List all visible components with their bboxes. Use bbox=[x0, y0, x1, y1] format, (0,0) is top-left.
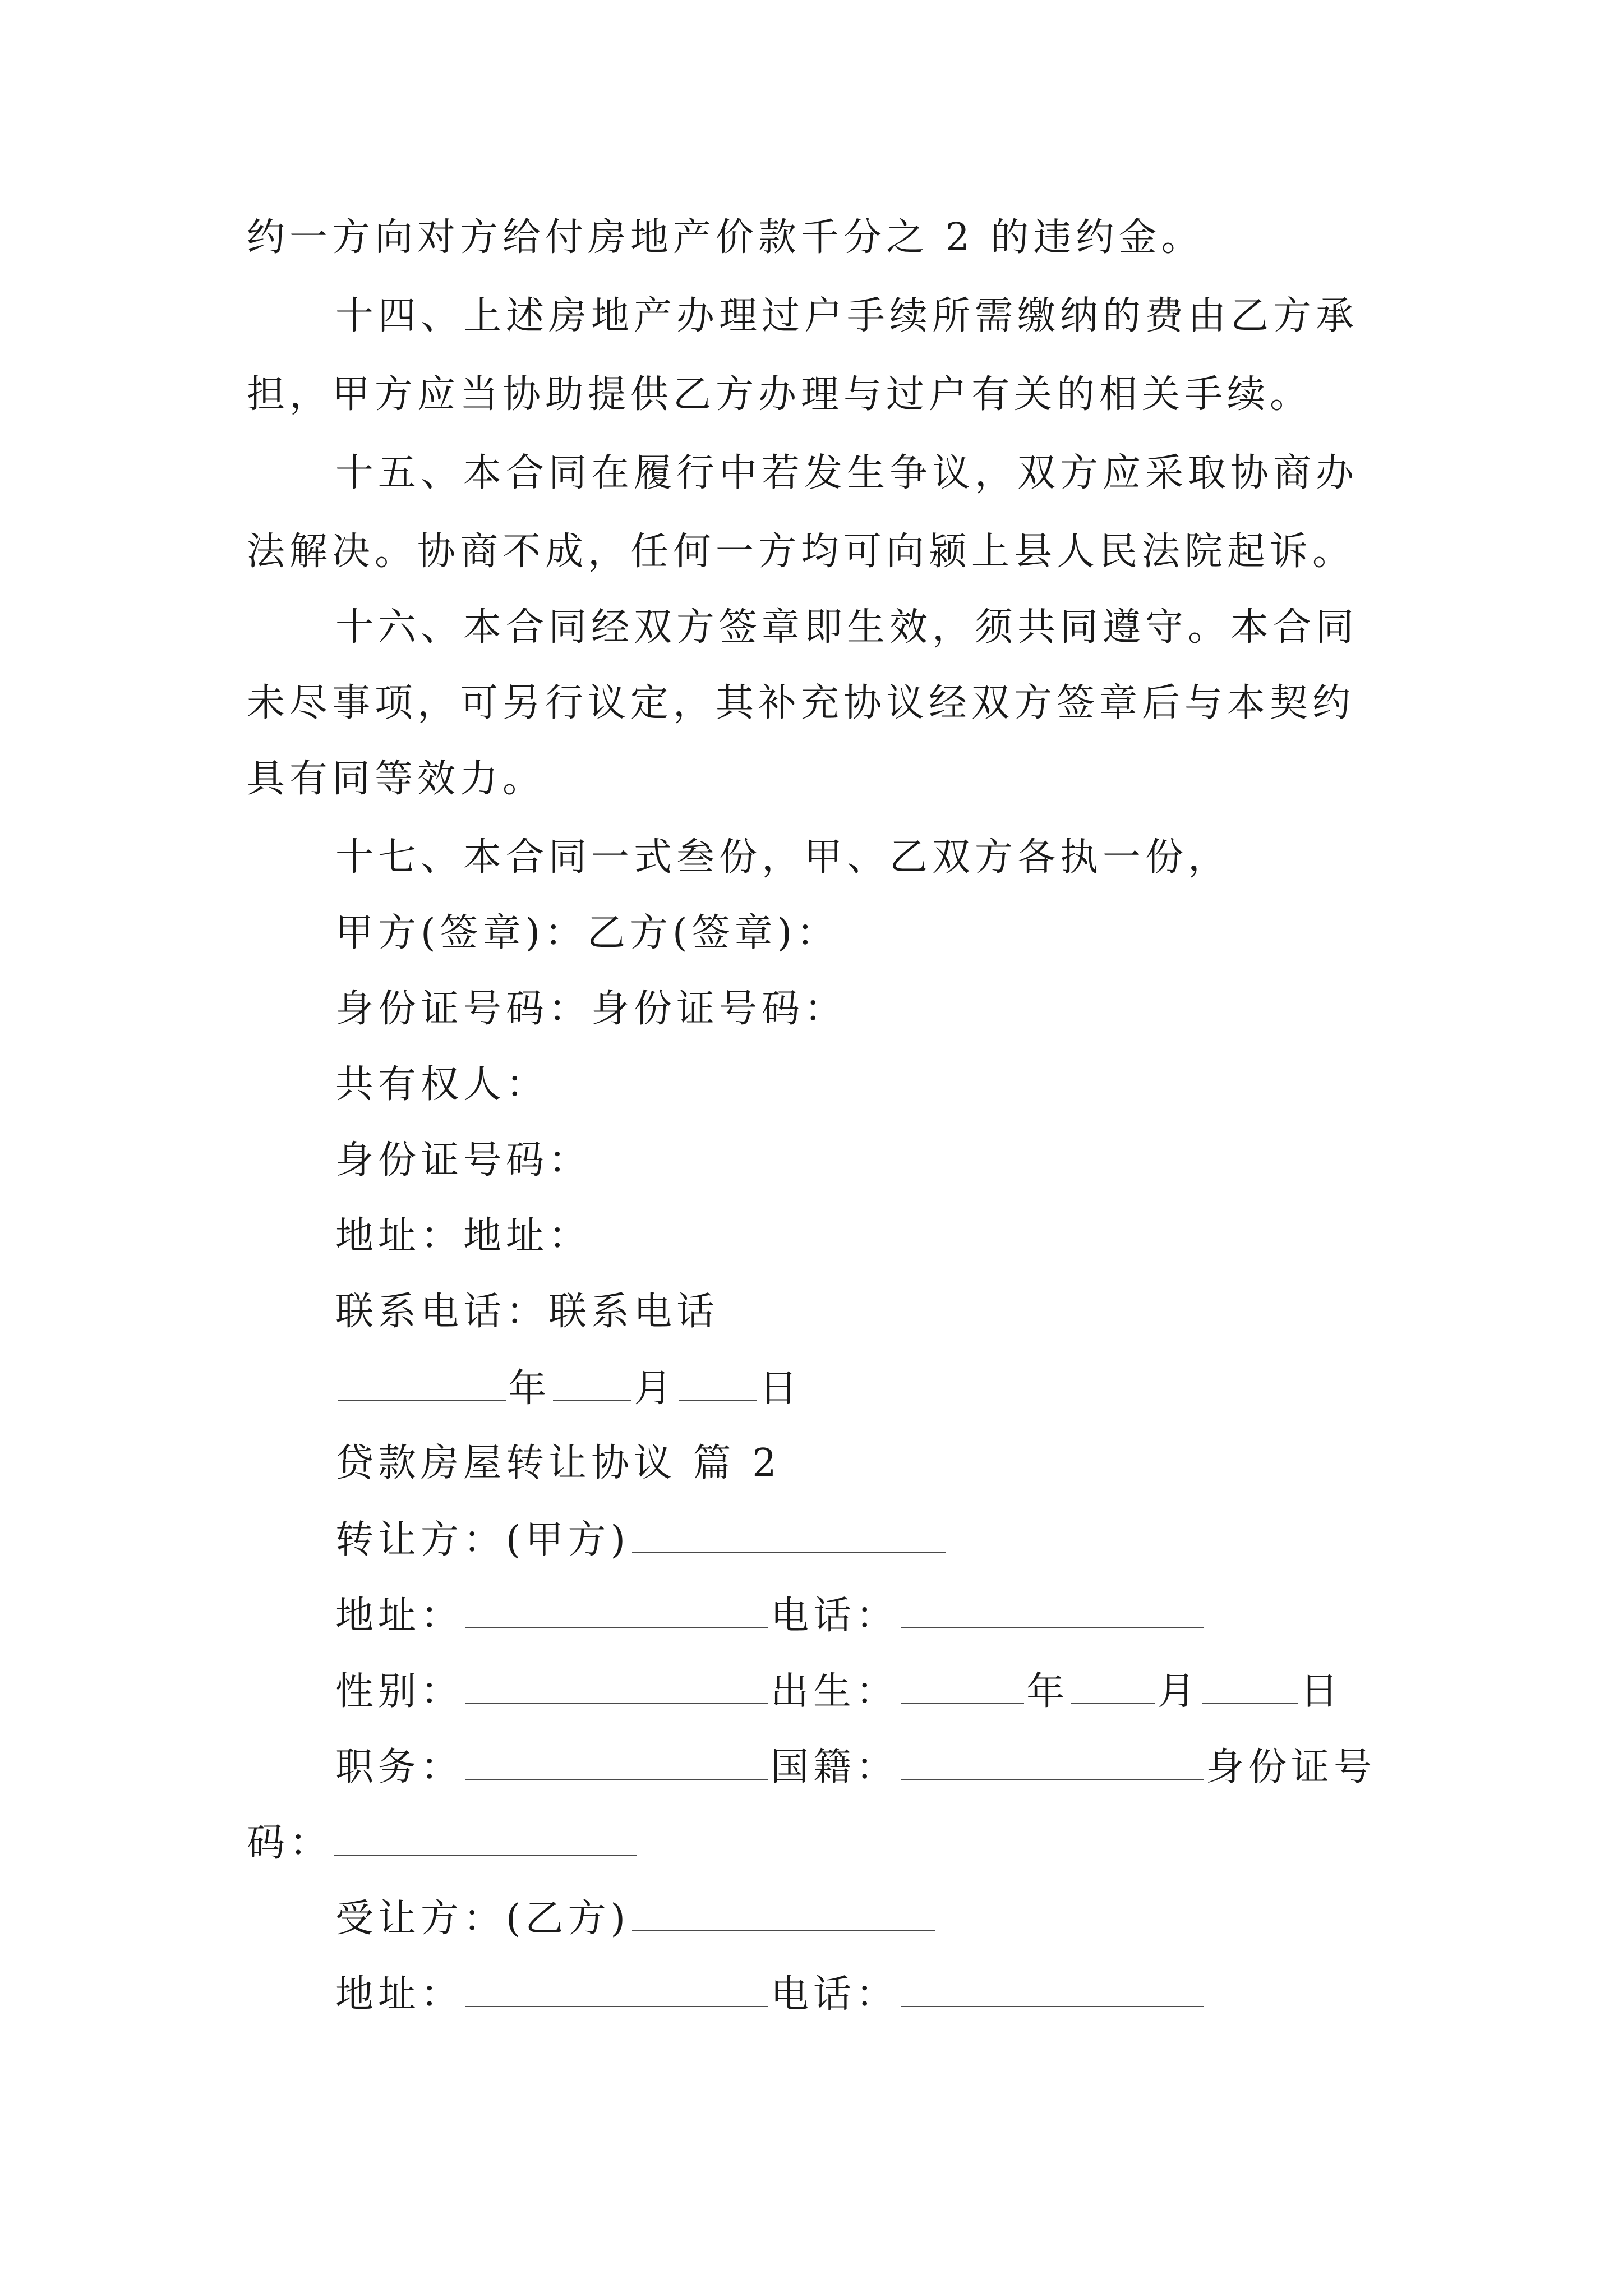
clause-17-line: 十七、本合同一式叁份，甲、乙双方各执一份， bbox=[335, 835, 1231, 880]
birth-day-label: 日 bbox=[1300, 1669, 1343, 1714]
transferee-address-line bbox=[335, 1972, 1206, 2017]
year-blank[interactable] bbox=[338, 1369, 506, 1401]
paragraph-line: 担，甲方应当协助提供乙方办理与过户有关的相关手续。 bbox=[247, 372, 1313, 417]
gender-label: 性别： bbox=[335, 1669, 464, 1714]
gender-blank[interactable] bbox=[465, 1672, 768, 1704]
id-number-label-end: 码： bbox=[247, 1821, 333, 1865]
transferor-blank[interactable] bbox=[632, 1520, 946, 1553]
address-line: 地址：地址： bbox=[335, 1214, 592, 1258]
transferor-line bbox=[335, 1518, 948, 1562]
phone-blank[interactable] bbox=[901, 1975, 1204, 2007]
paragraph-line: 未尽事项，可另行议定，其补充协议经双方签章后与本契约 bbox=[247, 681, 1355, 725]
signature-line: 甲方(签章)：乙方(签章)： bbox=[335, 911, 840, 955]
id-number-label: 身份证号 bbox=[1206, 1745, 1377, 1789]
nationality-label: 国籍： bbox=[771, 1745, 899, 1789]
position-blank[interactable] bbox=[465, 1747, 768, 1780]
birth-month-blank[interactable] bbox=[1071, 1672, 1155, 1704]
phone-blank[interactable] bbox=[901, 1596, 1204, 1628]
co-owner-id-line: 身份证号码： bbox=[335, 1138, 592, 1182]
section-title: 贷款房屋转让协议 篇 2 bbox=[335, 1441, 781, 1485]
paragraph-line: 法解决。协商不成，任何一方均可向颍上县人民法院起诉。 bbox=[247, 530, 1355, 574]
month-label: 月 bbox=[634, 1366, 677, 1411]
transferee-label: 受让方：(乙方) bbox=[335, 1897, 630, 1941]
clause-15-line: 十五、本合同在履行中若发生争议，双方应采取协商办 bbox=[335, 451, 1359, 495]
phone-label: 电话： bbox=[771, 1972, 899, 2017]
day-label: 日 bbox=[759, 1366, 803, 1411]
day-blank[interactable] bbox=[679, 1369, 757, 1401]
clause-14-line: 十四、上述房地产办理过户手续所需缴纳的费由乙方承 bbox=[335, 294, 1359, 338]
gender-birth-line bbox=[335, 1669, 1343, 1714]
paragraph-line: 具有同等效力。 bbox=[247, 757, 546, 801]
address-label: 地址： bbox=[335, 1972, 464, 2017]
nationality-blank[interactable] bbox=[901, 1747, 1204, 1780]
birth-month-label: 月 bbox=[1158, 1669, 1201, 1714]
position-nationality-line bbox=[335, 1747, 1376, 1787]
year-label: 年 bbox=[508, 1366, 551, 1411]
address-blank[interactable] bbox=[465, 1975, 768, 2007]
id-number-continued-line bbox=[247, 1821, 639, 1865]
transferee-line bbox=[335, 1897, 937, 1941]
transferor-label: 转让方：(甲方) bbox=[335, 1518, 630, 1562]
birth-day-blank[interactable] bbox=[1202, 1672, 1298, 1704]
clause-16-line: 十六、本合同经双方签章即生效，须共同遵守。本合同 bbox=[335, 605, 1359, 650]
id-number-blank[interactable] bbox=[334, 1823, 637, 1856]
co-owner-line: 共有权人： bbox=[335, 1062, 549, 1107]
address-label: 地址： bbox=[335, 1594, 464, 1638]
position-label: 职务： bbox=[335, 1745, 464, 1789]
phone-label: 电话： bbox=[771, 1594, 899, 1638]
transferor-address-line bbox=[335, 1594, 1206, 1638]
transferee-blank[interactable] bbox=[632, 1899, 935, 1931]
month-blank[interactable] bbox=[553, 1369, 631, 1401]
birth-label: 出生： bbox=[771, 1669, 899, 1714]
date-line bbox=[335, 1366, 803, 1411]
paragraph-line: 约一方向对方给付房地产价款千分之 2 的违约金。 bbox=[247, 215, 1204, 260]
address-blank[interactable] bbox=[465, 1596, 768, 1628]
birth-year-blank[interactable] bbox=[901, 1672, 1024, 1704]
birth-year-label: 年 bbox=[1026, 1669, 1069, 1714]
id-number-line: 身份证号码：身份证号码： bbox=[335, 987, 847, 1031]
phone-line: 联系电话：联系电话 bbox=[335, 1290, 720, 1334]
